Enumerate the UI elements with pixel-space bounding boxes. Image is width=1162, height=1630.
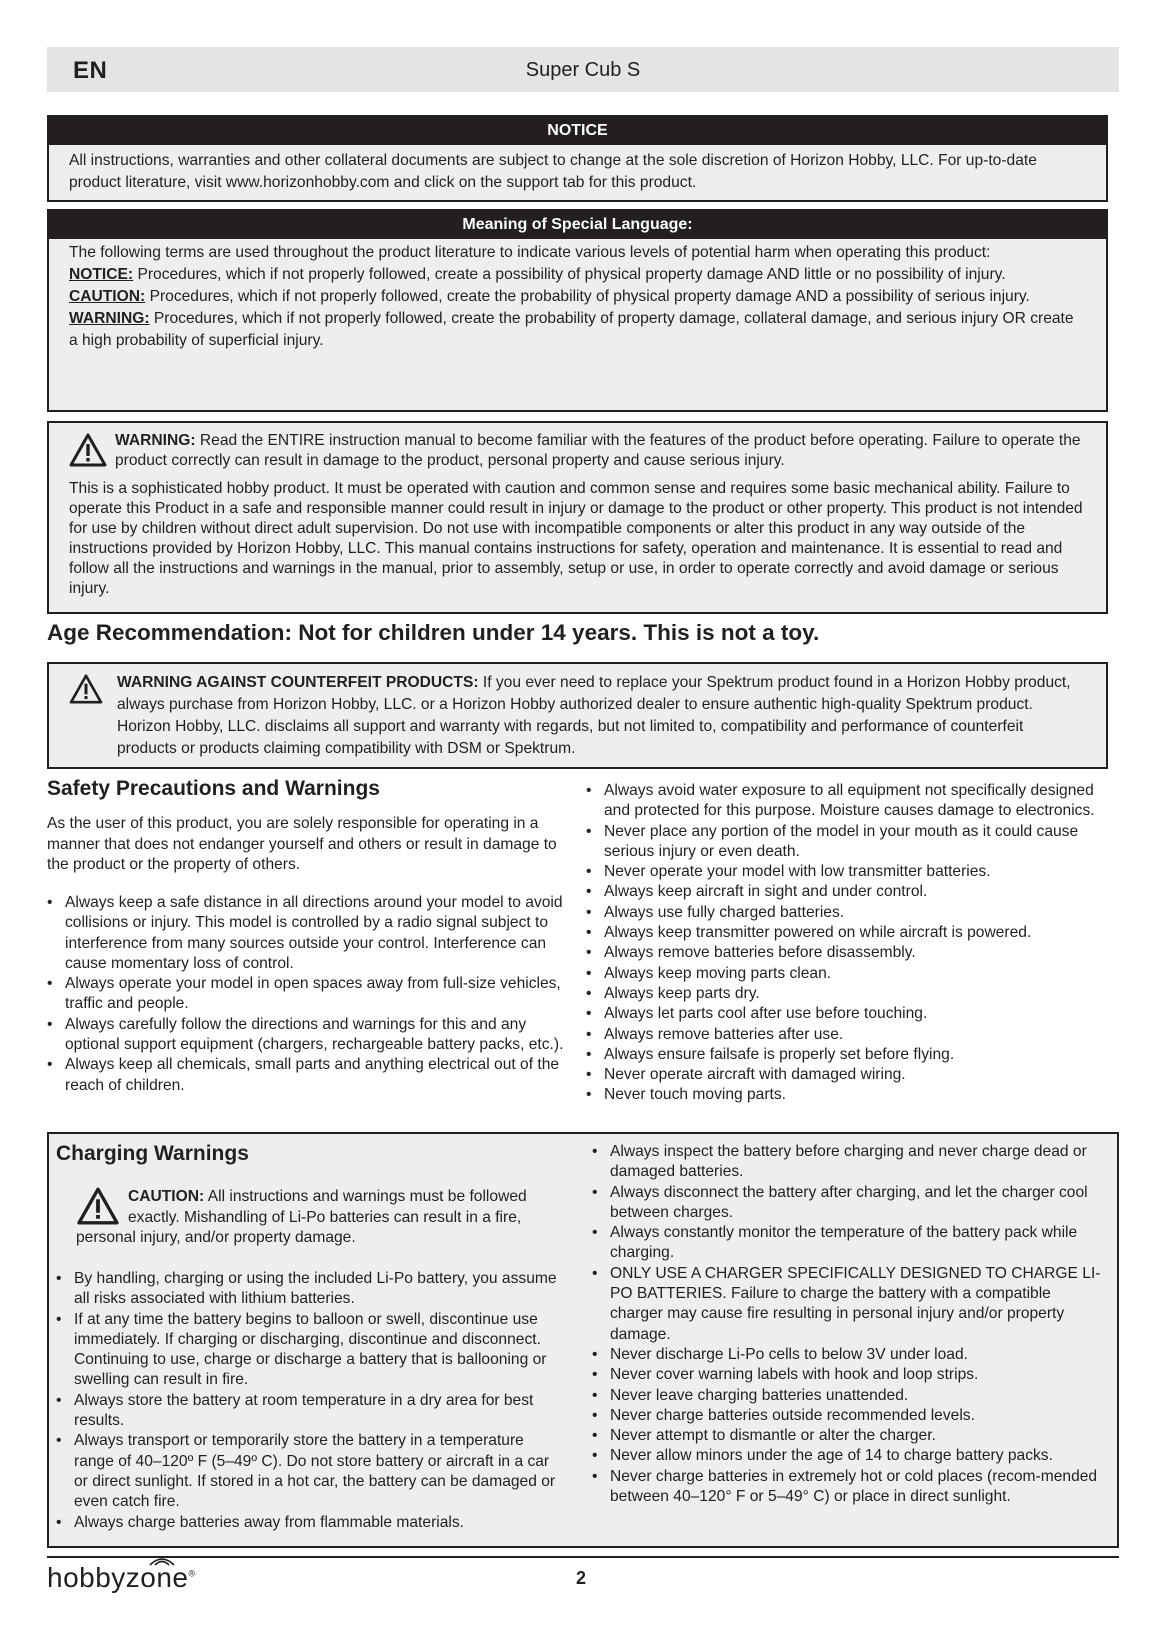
general-warning-term: WARNING: <box>115 432 196 449</box>
list-item: • Always remove batteries after use. <box>586 1025 1106 1045</box>
general-warning-text: Read the ENTIRE instruction manual to become familiar with the features of the product before operating. Failure to operate the product correctly can result in damage to the product, personal property and cause serious injury. <box>115 432 1081 469</box>
list-item: • Always inspect the battery before charging and never charge dead or damaged batteries. <box>592 1142 1108 1183</box>
list-item: • Always transport or temporarily store the battery in a temperature range of 40–120º F (5–49º C). Do not store battery or aircraft in a car or direct sunlight. If stored in a hot car, the battery can be damaged or even catch fire. <box>56 1431 566 1512</box>
special-language-box <box>47 209 1108 412</box>
general-warning-heading <box>69 431 1086 471</box>
signal-waves-icon <box>147 1554 177 1566</box>
list-item: • Never leave charging batteries unattended. <box>592 1386 1108 1406</box>
list-item: • Always disconnect the battery after charging, and let the charger cool between charges. <box>592 1183 1108 1224</box>
caution-term: CAUTION: <box>69 288 146 305</box>
list-item: • Always store the battery at room temperature in a dry area for best results. <box>56 1391 566 1432</box>
warning-term: WARNING: <box>69 310 150 327</box>
charging-caution-text: All instructions and warnings must be followed exactly. Mishandling of Li-Po batteries can result in a fire, personal injury, and/or property damage. <box>76 1188 527 1246</box>
general-warning-box <box>47 421 1108 614</box>
list-item: • Always ensure failsafe is properly set before flying. <box>586 1045 1106 1065</box>
counterfeit-warning-box <box>47 662 1108 769</box>
list-item: • Always use fully charged batteries. <box>586 903 1106 923</box>
footer-rule <box>47 1556 1119 1558</box>
list-item: • Never charge batteries in extremely hot or cold places (recom-mended between 40–120° F or 5–49° C) or place in direct sunlight. <box>592 1467 1108 1508</box>
charging-caution <box>76 1187 566 1249</box>
list-item: • Always operate your model in open spaces away from full-size vehicles, traffic and people. <box>47 974 567 1015</box>
special-language-intro: The following terms are used throughout the product literature to indicate various levels of potential harm when operating this product: <box>69 244 991 261</box>
safety-right-list <box>586 781 1106 1106</box>
list-item: • Never touch moving parts. <box>586 1085 1106 1105</box>
page-number: 2 <box>575 1568 586 1588</box>
language-code: EN <box>73 57 108 84</box>
caution-definition <box>69 286 1086 308</box>
list-item: • Always keep all chemicals, small parts and anything electrical out of the reach of children. <box>47 1055 567 1096</box>
counterfeit-text: If you ever need to replace your Spektrum product found in a Horizon Hobby product, always purchase from Horizon Hobby, LLC. or a Horizon Hobby authorized dealer to ensure authentic high-quality Spektrum product. Horizon Hobby, LLC. disclaims all support and warranty with regards, but not limited to, compatibility and performance of counterfeit products or products claiming compatibility with DSM or Spektrum. <box>117 674 1071 757</box>
notice-box <box>47 115 1108 202</box>
list-item: • Always keep a safe distance in all directions around your model to avoid collisions or injury. This model is controlled by a radio signal subject to interference from many sources outside your control. Interference can cause momentary loss of control. <box>47 893 567 974</box>
list-item: • Never place any portion of the model in your mouth as it could cause serious injury or even death. <box>586 822 1106 863</box>
warning-triangle-icon <box>69 674 103 704</box>
list-item: • Always avoid water exposure to all equipment not specifically designed and protected for this purpose. Moisture causes damage to electronics. <box>586 781 1106 822</box>
list-item: • Always remove batteries before disassembly. <box>586 943 1106 963</box>
special-language-title: Meaning of Special Language: <box>49 211 1106 239</box>
warning-definition <box>69 308 1086 352</box>
list-item: • Never attempt to dismantle or alter the charger. <box>592 1426 1108 1446</box>
safety-intro: As the user of this product, you are solely responsible for operating in a manner that does not endanger yourself and others or result in damage to the product or the property of others. <box>47 815 557 873</box>
charging-left-list <box>56 1269 566 1533</box>
safety-left-list <box>47 893 567 1096</box>
warning-definition-text: Procedures, which if not properly followed, create the probability of property damage, collateral damage, and serious injury OR create a high probability of superficial injury. <box>69 310 1074 349</box>
notice-term: NOTICE: <box>69 266 134 283</box>
notice-definition <box>69 264 1086 286</box>
list-item: • By handling, charging or using the included Li-Po battery, you assume all risks associated with lithium batteries. <box>56 1269 566 1310</box>
list-item: • Always let parts cool after use before touching. <box>586 1004 1106 1024</box>
age-recommendation: Age Recommendation: Not for children under 14 years. This is not a toy. <box>47 620 820 645</box>
caution-definition-text: Procedures, which if not properly followed, create the probability of physical property damage AND a possibility of serious injury. <box>145 288 1030 305</box>
list-item: • Never cover warning labels with hook and loop strips. <box>592 1365 1108 1385</box>
warning-triangle-icon <box>76 1187 120 1225</box>
logo-text: hobbyzone <box>47 1562 189 1593</box>
charging-heading: Charging Warnings <box>56 1142 249 1165</box>
safety-heading: Safety Precautions and Warnings <box>47 777 380 800</box>
counterfeit-term: WARNING AGAINST COUNTERFEIT PRODUCTS: <box>117 674 479 691</box>
page-header <box>47 47 1119 92</box>
hobbyzone-logo: hobbyzone® <box>47 1562 196 1594</box>
general-warning-body: This is a sophisticated hobby product. It must be operated with caution and common sense and requires some basic mechanical ability. Failure to operate this Product in a safe and responsible manner could result in injury or damage to the product or other property. This product is not intended for use by children without direct adult supervision. Do not use with incompatible components or alter this product in any way outside of the instructions provided by Horizon Hobby, LLC. This manual contains instructions for safety, operation and maintenance. It is essential to read and follow all the instructions and warnings in the manual, prior to assembly, setup or use, in order to operate correctly and avoid damage or serious injury. <box>69 480 1083 597</box>
list-item: • Always carefully follow the directions and warnings for this and any optional support equipment (chargers, rechargeable battery packs, etc.). <box>47 1015 567 1056</box>
list-item: • If at any time the battery begins to balloon or swell, discontinue use immediately. If charging or discharging, discontinue and disconnect. Continuing to use, charge or discharge a battery that is ballooning or swelling can result in fire. <box>56 1310 566 1391</box>
charging-right-list <box>592 1142 1108 1507</box>
list-item: • Never operate your model with low transmitter batteries. <box>586 862 1106 882</box>
list-item: • Always constantly monitor the temperature of the battery pack while charging. <box>592 1223 1108 1264</box>
notice-text: All instructions, warranties and other collateral documents are subject to change at the sole discretion of Horizon Hobby, LLC. For up-to-date product literature, visit www.horizonhobby.com and click on the support tab for this product. <box>69 152 1037 191</box>
list-item: • Never allow minors under the age of 14 to charge battery packs. <box>592 1446 1108 1466</box>
document-title: Super Cub S <box>525 59 641 81</box>
list-item: • Always keep parts dry. <box>586 984 1106 1004</box>
list-item: • ONLY USE A CHARGER SPECIFICALLY DESIGNED TO CHARGE LI-PO BATTERIES. Failure to charge the battery with a compatible charger may cause fire resulting in personal injury and/or property damage. <box>592 1264 1108 1345</box>
list-item: • Never operate aircraft with damaged wiring. <box>586 1065 1106 1085</box>
list-item: • Always charge batteries away from flammable materials. <box>56 1513 566 1533</box>
list-item: • Always keep aircraft in sight and under control. <box>586 882 1106 902</box>
charging-caution-term: CAUTION: <box>128 1188 205 1205</box>
list-item: • Never charge batteries outside recommended levels. <box>592 1406 1108 1426</box>
warning-triangle-icon <box>69 433 107 467</box>
list-item: • Never discharge Li-Po cells to below 3V under load. <box>592 1345 1108 1365</box>
list-item: • Always keep transmitter powered on while aircraft is powered. <box>586 923 1106 943</box>
notice-definition-text: Procedures, which if not properly followed, create a possibility of physical property damage AND little or no possibility of injury. <box>133 266 1006 283</box>
notice-title: NOTICE <box>49 117 1106 145</box>
list-item: • Always keep moving parts clean. <box>586 964 1106 984</box>
